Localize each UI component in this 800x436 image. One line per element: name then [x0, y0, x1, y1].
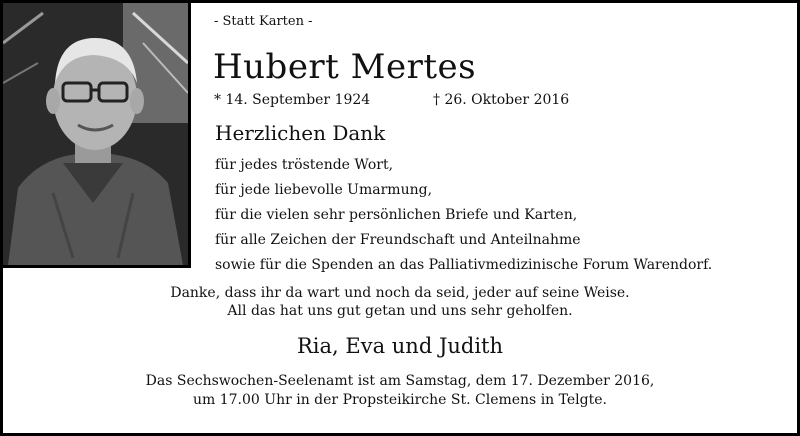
service-line: Das Sechswochen-Seelenamt ist am Samstag, dem 17. Dezember 2016,: [145, 373, 655, 389]
service-line: um 17.00 Uhr in der Propsteikirche St. Clemens in Telgte.: [193, 392, 607, 408]
thanks-line: für alle Zeichen der Freundschaft und Anteilnahme: [215, 232, 581, 248]
deceased-name: Hubert Mertes: [213, 47, 477, 87]
thanks-line: für die vielen sehr persönlichen Briefe und Karten,: [215, 207, 578, 223]
thanks-list: [215, 153, 712, 278]
closing-line: All das hat uns gut getan und uns sehr geholfen.: [227, 303, 573, 319]
thanks-line: sowie für die Spenden an das Palliativmedizinische Forum Warendorf.: [215, 257, 713, 273]
notice-kicker: - Statt Karten -: [214, 14, 313, 29]
thanks-line: für jedes tröstende Wort,: [215, 157, 394, 173]
birth-date: * 14. September 1924: [214, 92, 371, 108]
portrait-photo: [3, 3, 191, 268]
closing-line: Danke, dass ihr da wart und noch da seid, jeder auf seine Weise.: [170, 285, 630, 301]
death-date: † 26. Oktober 2016: [433, 92, 570, 108]
thanks-heading: Herzlichen Dank: [215, 121, 386, 145]
portrait-illustration: [3, 3, 188, 265]
signers: Ria, Eva und Judith: [296, 334, 504, 358]
thanks-line: für jede liebevolle Umarmung,: [215, 182, 433, 198]
